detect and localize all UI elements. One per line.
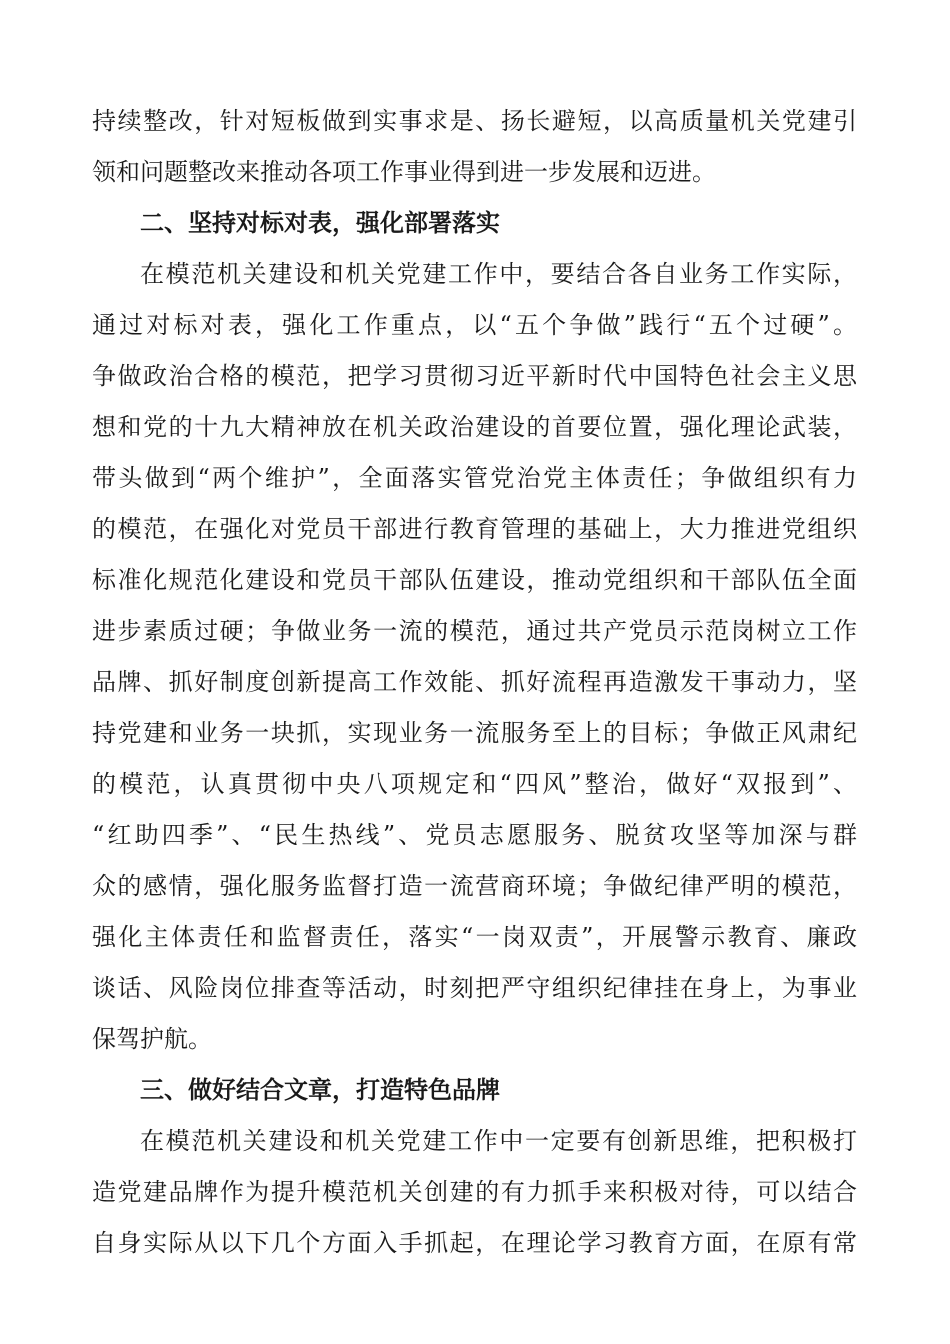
text-line: 强化主体责任和监督责任，落实“一岗双责”，开展警示教育、廉政 <box>92 923 857 951</box>
text-line: 持续整改，针对短板做到实事求是、扬长避短，以高质量机关党建引 <box>92 107 857 135</box>
section-heading: 三、做好结合文章，打造特色品牌 <box>140 1076 500 1104</box>
text-line: 品牌、抓好制度创新提高工作效能、抓好流程再造激发干事动力，坚 <box>92 668 857 696</box>
paragraph <box>92 1116 857 1269</box>
text-line: 标准化规范化建设和党员干部队伍建设，推动党组织和干部队伍全面 <box>92 566 857 594</box>
text-line: 进步素质过硬；争做业务一流的模范，通过共产党员示范岗树立工作 <box>92 617 857 645</box>
text-line: 自身实际从以下几个方面入手抓起，在理论学习教育方面，在原有常 <box>92 1229 857 1257</box>
text-line: 争做政治合格的模范，把学习贯彻习近平新时代中国特色社会主义思 <box>92 362 857 390</box>
document-page <box>92 96 857 1269</box>
text-line: 的模范，认真贯彻中央八项规定和“四风”整治，做好“双报到”、 <box>92 770 857 798</box>
text-line: 在模范机关建设和机关党建工作中一定要有创新思维，把积极打 <box>140 1127 857 1155</box>
text-line: 在模范机关建设和机关党建工作中，要结合各自业务工作实际， <box>140 260 857 288</box>
text-line: 造党建品牌作为提升模范机关创建的有力抓手来积极对待，可以结合 <box>92 1178 857 1206</box>
text-line: “红助四季”、“民生热线”、党员志愿服务、脱贫攻坚等加深与群 <box>92 821 857 849</box>
text-line: 持党建和业务一块抓，实现业务一流服务至上的目标；争做正风肃纪 <box>92 719 857 747</box>
section-heading: 二、坚持对标对表，强化部署落实 <box>140 209 500 237</box>
text-line: 保驾护航。 <box>92 1025 212 1053</box>
text-line: 通过对标对表，强化工作重点，以“五个争做”践行“五个过硬”。 <box>92 311 857 339</box>
text-line: 带头做到“两个维护”，全面落实管党治党主体责任；争做组织有力 <box>92 464 857 492</box>
text-line: 谈话、风险岗位排查等活动，时刻把严守组织纪律挂在身上，为事业 <box>92 974 857 1002</box>
text-line: 的模范，在强化对党员干部进行教育管理的基础上，大力推进党组织 <box>92 515 857 543</box>
paragraph <box>92 96 857 198</box>
paragraph <box>92 249 857 1065</box>
text-line: 众的感情，强化服务监督打造一流营商环境；争做纪律严明的模范， <box>92 872 857 900</box>
text-line: 领和问题整改来推动各项工作事业得到进一步发展和迈进。 <box>92 158 716 186</box>
text-line: 想和党的十九大精神放在机关政治建设的首要位置，强化理论武装， <box>92 413 857 441</box>
